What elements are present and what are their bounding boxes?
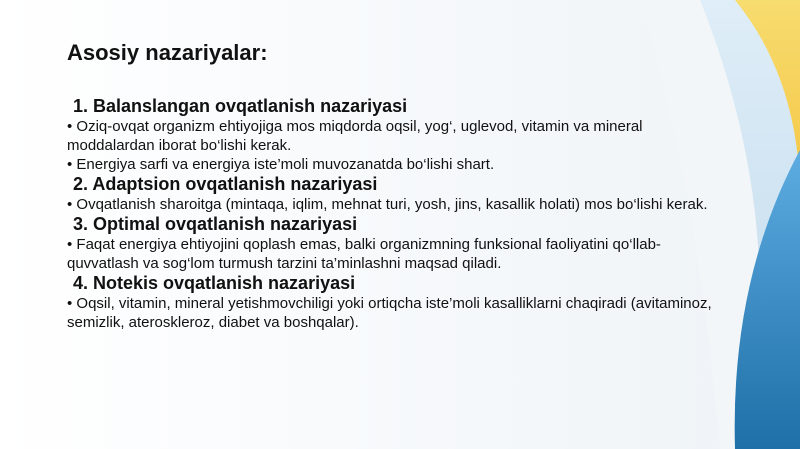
section-heading: 3. Optimal ovqatlanish nazariyasi	[73, 214, 358, 234]
section-1	[67, 96, 727, 174]
bullet-text: • Oziq-ovqat organizm ehtiyojiga mos miqdorda oqsil, yog‘, uglevod, vitamin va mineral moddalardan iborat bo‘lishi kerak.	[67, 118, 643, 154]
slide-title: Asosiy nazariyalar:	[67, 40, 268, 65]
section-heading: 1. Balanslangan ovqatlanish nazariyasi	[73, 96, 408, 116]
section-3	[67, 214, 727, 273]
slide-body	[67, 96, 727, 332]
section-4	[67, 273, 727, 332]
section-heading: 4. Notekis ovqatlanish nazariyasi	[73, 273, 356, 293]
bullet-text: • Ovqatlanish sharoitga (mintaqa, iqlim, mehnat turi, yosh, jins, kasallik holati) mos bo‘lishi kerak.	[67, 196, 708, 213]
bullet-text: • Faqat energiya ehtiyojini qoplash emas, balki organizmning funksional faoliyatini qo‘llab-quvvatlash va sog‘lom turmush tarzini ta’minlashni maqsad qiladi.	[67, 236, 661, 272]
section-2	[67, 174, 727, 214]
bullet-text: • Oqsil, vitamin, mineral yetishmovchiligi yoki ortiqcha iste’moli kasalliklarni chaqiradi (avitaminoz, semizlik, ateroskleroz, diabet va boshqalar).	[67, 295, 712, 331]
bullet-text: • Energiya sarfi va energiya iste’moli muvozanatda bo‘lishi shart.	[67, 156, 495, 173]
section-heading: 2. Adaptsion ovqatlanish nazariyasi	[73, 174, 378, 194]
